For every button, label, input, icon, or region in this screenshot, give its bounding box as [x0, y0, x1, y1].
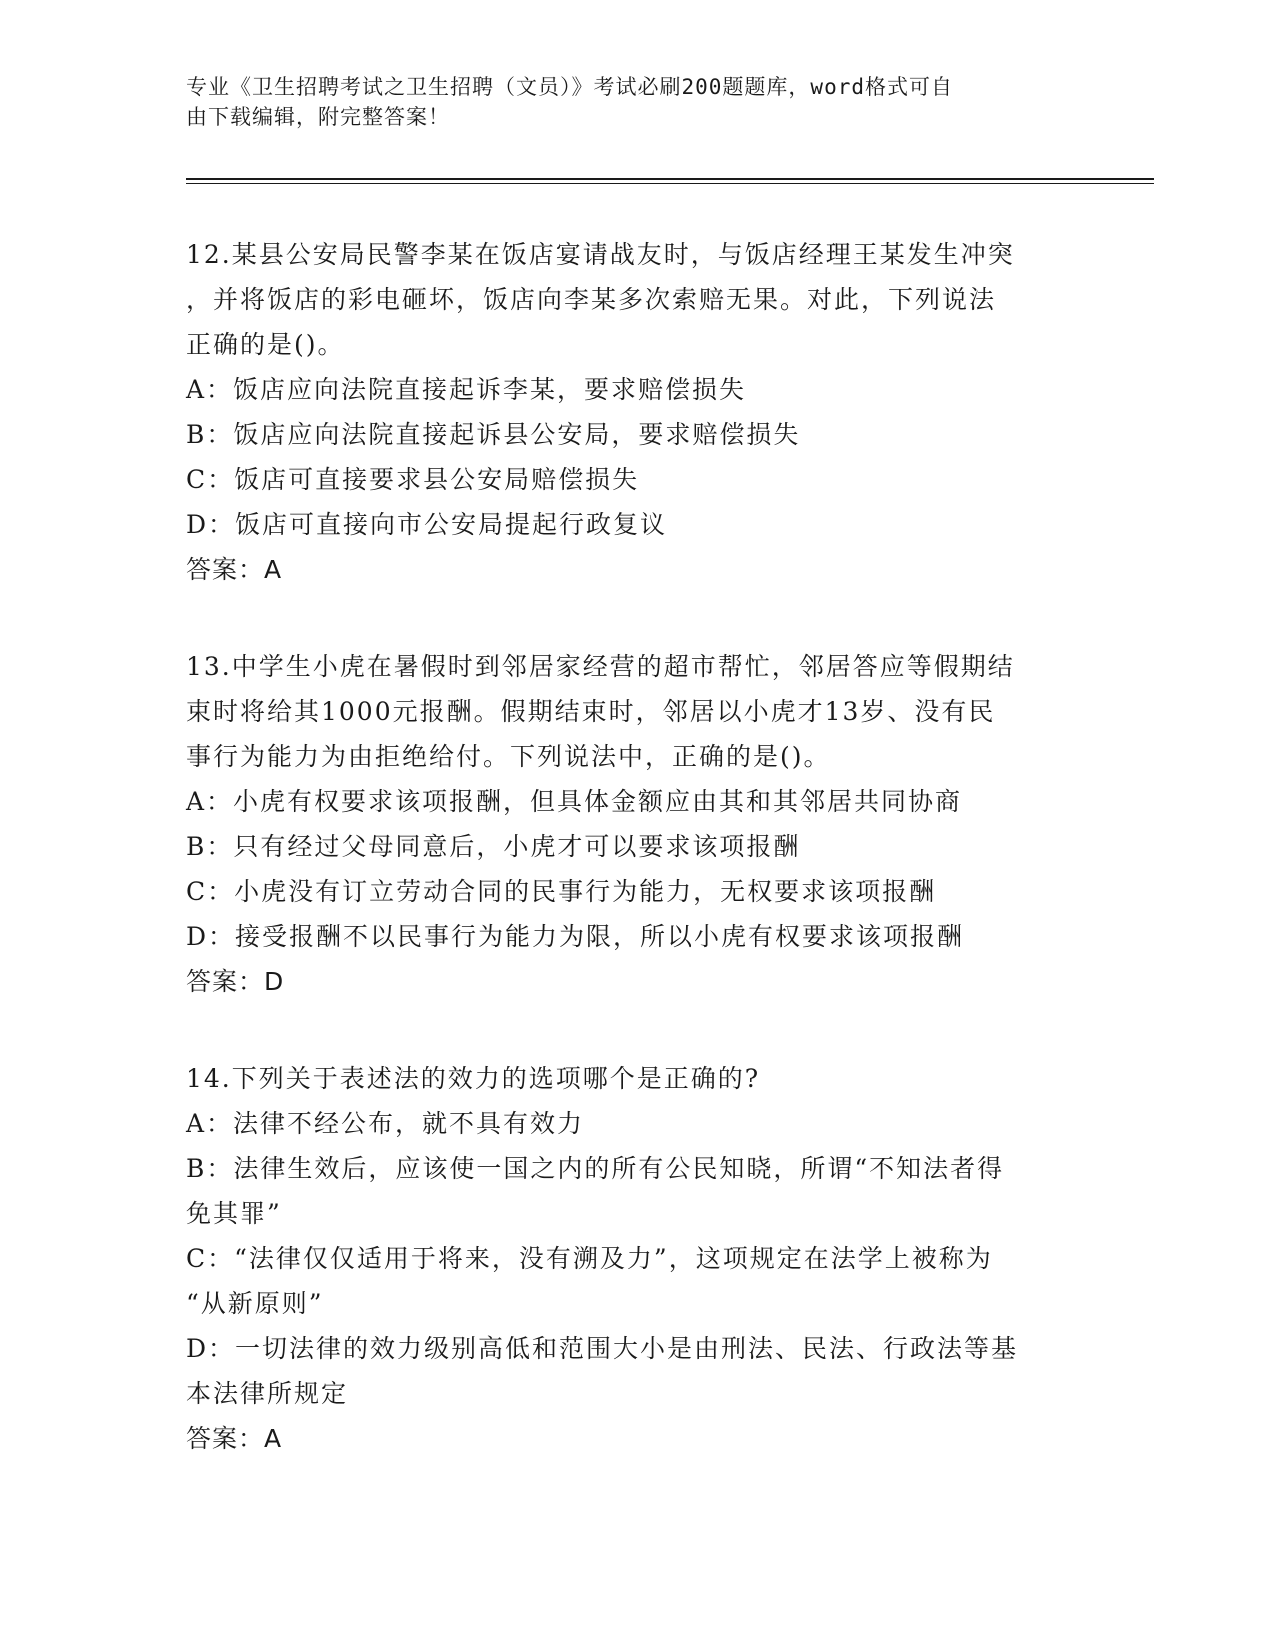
question-stem-line: 正确的是()。: [186, 330, 345, 359]
header-line-1: 专业《卫生招聘考试之卫生招聘（文员）》考试必刷200题题库，word格式可自: [186, 75, 953, 99]
option-b: B：只有经过父母同意后，小虎才可以要求该项报酬: [186, 832, 801, 861]
answer-label: 答案：A: [186, 1424, 283, 1453]
question-stem-line: 13.中学生小虎在暑假时到邻居家经营的超市帮忙，邻居答应等假期结: [186, 652, 1015, 681]
option-c-continued: “从新原则”: [186, 1289, 324, 1318]
question-12: [186, 232, 1086, 592]
option-d: D：饭店可直接向市公安局提起行政复议: [186, 510, 668, 539]
option-a: A：法律不经公布，就不具有效力: [186, 1109, 585, 1138]
answer-label: 答案：A: [186, 555, 283, 584]
option-a: A：小虎有权要求该项报酬，但具体金额应由其和其邻居共同协商: [186, 787, 963, 816]
answer-label: 答案：D: [186, 967, 285, 996]
header-divider-thin: [186, 183, 1154, 184]
question-stem-line: 12.某县公安局民警李某在饭店宴请战友时，与饭店经理王某发生冲突: [186, 240, 1015, 269]
question-stem-line: 束时将给其1000元报酬。假期结束时，邻居以小虎才13岁、没有民: [186, 697, 996, 726]
option-d: D：一切法律的效力级别高低和范围大小是由刑法、民法、行政法等基: [186, 1334, 1019, 1363]
document-header: [186, 72, 1066, 132]
option-b: B：法律生效后，应该使一国之内的所有公民知晓，所谓“不知法者得: [186, 1154, 1005, 1183]
option-c: C：“法律仅仅适用于将来，没有溯及力”，这项规定在法学上被称为: [186, 1244, 993, 1273]
header-line-2: 由下载编辑，附完整答案！: [186, 105, 450, 129]
option-d-continued: 本法律所规定: [186, 1379, 349, 1408]
option-b-continued: 免其罪”: [186, 1199, 282, 1228]
option-d: D：接受报酬不以民事行为能力为限，所以小虎有权要求该项报酬: [186, 922, 965, 951]
question-stem-line: 事行为能力为由拒绝给付。下列说法中，正确的是()。: [186, 742, 831, 771]
option-a: A：饭店应向法院直接起诉李某，要求赔偿损失: [186, 375, 747, 404]
option-c: C：小虎没有订立劳动合同的民事行为能力，无权要求该项报酬: [186, 877, 937, 906]
question-13: [186, 644, 1086, 1004]
question-14: [186, 1056, 1086, 1461]
header-divider-thick: [186, 178, 1154, 180]
question-stem-line: 14.下列关于表述法的效力的选项哪个是正确的?: [186, 1064, 761, 1093]
option-c: C：饭店可直接要求县公安局赔偿损失: [186, 465, 640, 494]
question-stem-line: ，并将饭店的彩电砸坏，饭店向李某多次索赔无果。对此，下列说法: [186, 285, 997, 314]
option-b: B：饭店应向法院直接起诉县公安局，要求赔偿损失: [186, 420, 801, 449]
